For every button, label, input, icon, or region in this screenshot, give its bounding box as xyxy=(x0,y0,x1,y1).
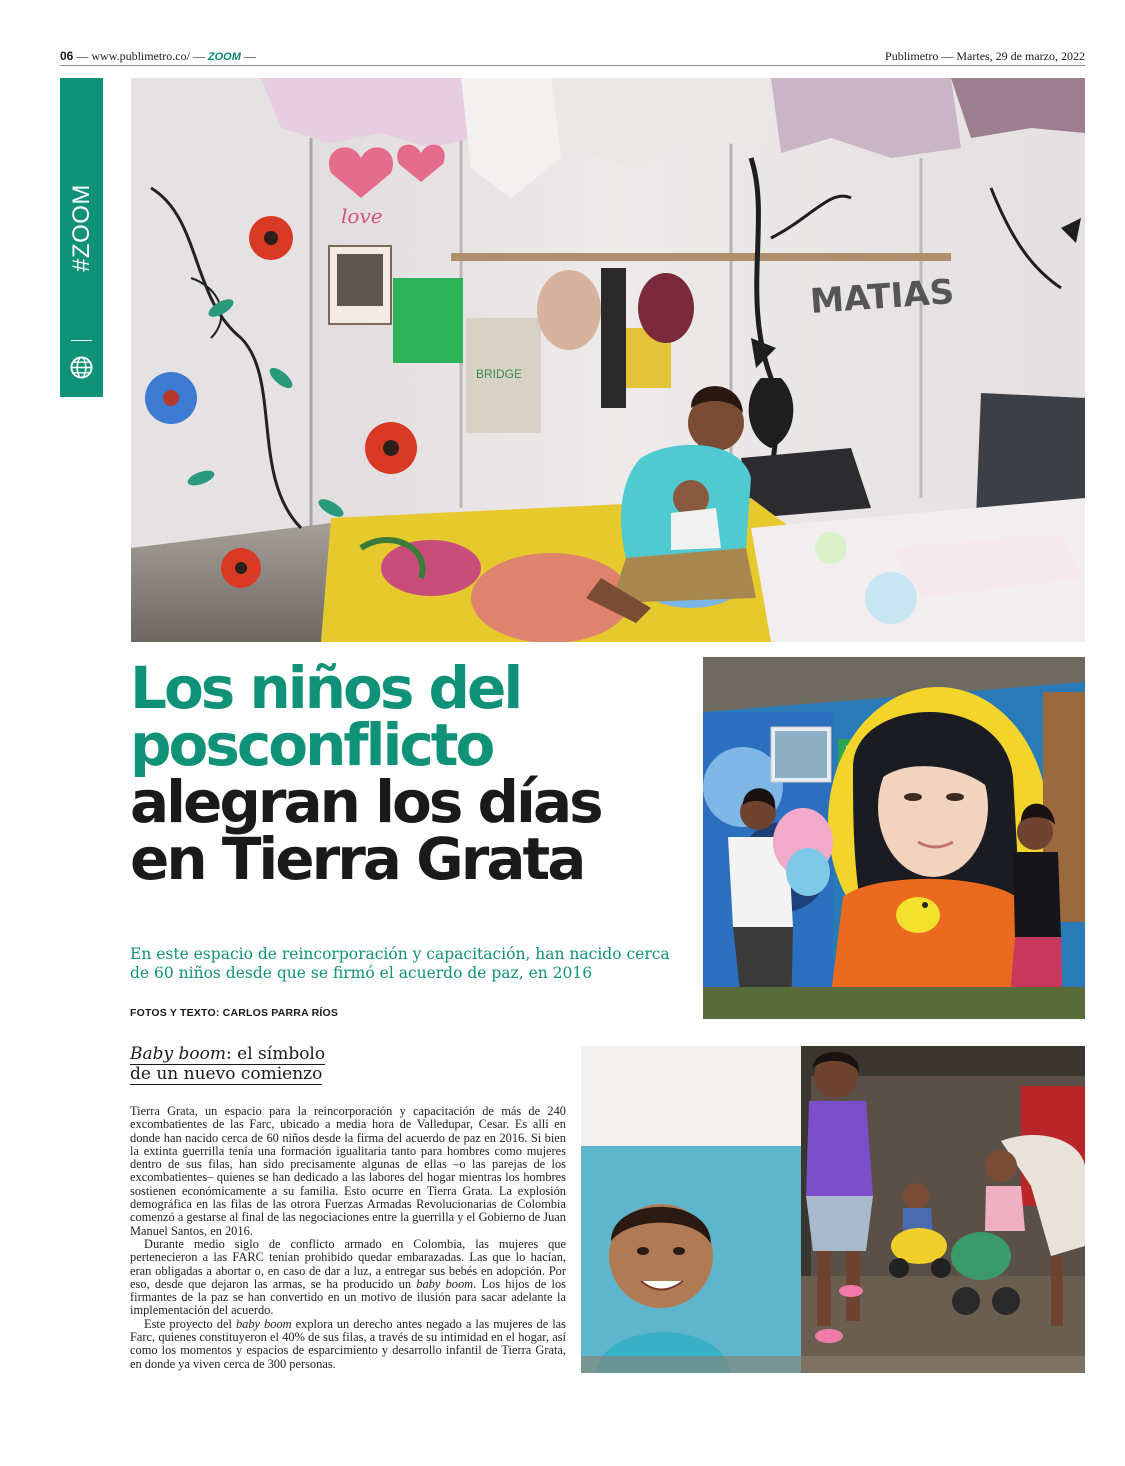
main-love-word: love xyxy=(341,204,383,228)
header-left: 06 — www.publimetro.co/ — ZOOM — xyxy=(60,49,256,63)
main-mural-word: MATIAS xyxy=(808,272,956,322)
main-photo-mother-baby xyxy=(131,78,1085,642)
mural-photo xyxy=(703,657,1085,1019)
headline-line-4: en Tierra Grata xyxy=(130,825,584,893)
globe-icon xyxy=(70,356,93,379)
section-title xyxy=(130,1045,570,1085)
site-url[interactable]: www.publimetro.co/ xyxy=(91,49,190,63)
section-title-line-1-rest: : el símbolo xyxy=(226,1044,326,1064)
section-tab-label: #ZOOM xyxy=(67,184,95,272)
section-title-line-1 xyxy=(130,1045,325,1065)
headline-line-1: Los niños del xyxy=(130,654,521,722)
main-bag-word: BRIDGE xyxy=(476,367,523,381)
headline-line-2: posconflicto xyxy=(130,711,493,779)
article-paragraph-3: Este proyecto del baby boom explora un derecho antes negado a las mujeres de las Farc, quienes constituyeron el 40% de sus filas, a través de su intimidad en el hogar, así como los momentos y espacios de esparcimiento y desarrollo infantil de Tierra Grata, en donde ya viven cerca de 300 personas. xyxy=(130,1316,566,1371)
headline-line-3: alegran los días xyxy=(130,768,601,836)
article-paragraph-2: Durante medio siglo de conflicto armado en Colombia, las mujeres que pertenecieron a las FARC tenían prohibido quedar embarazadas. Las que lo hacían, eran obligadas a abortar o, en caso de dar a luz, a entregar sus bebés en adopción. Por eso, desde que dejaron las armas, se ha producido un baby boom. Los hijos de los firmantes de la paz se han convertido en un motivo de ilusión para sacar adelante la implementación del acuerdo. xyxy=(130,1236,567,1318)
kids-photo xyxy=(581,1046,1085,1373)
section-title-italic: Baby boom xyxy=(130,1044,226,1064)
headline xyxy=(130,654,690,893)
section-tab-divider xyxy=(71,340,92,341)
article-body xyxy=(130,1105,566,1371)
page-number: 06 xyxy=(60,49,74,63)
article-paragraph-1: Tierra Grata, un espacio para la reincorporación y capacitación de más de 240 excombatientes de las Farc, ubicado a media hora de Valledupar, Cesar. Es allí en donde han nacido cerca de 60 niños desde la firma del acuerdo de paz en 2016. Si bien la extinta guerrilla tenía una formación igualitaria tanto para hombres como mujeres dentro de sus filas, han sido precisamente algunas de ellas –o las parejas de los excombatientes– quienes se han dedicado a las labores del hogar mientras los hombres sostienen económicamente a su familia. Esto ocurre en Tierra Grata. La explosión demográfica en las filas de las otrora Fuerzas Armadas Revolucionarias de Colombia comenzó a gestarse al final de las negociaciones entre la guerrilla y el Gobierno de Juan Manuel Santos, en 2016. xyxy=(130,1104,566,1238)
page-header xyxy=(60,48,1085,66)
photo-credit: FOTOS Y TEXTO: CARLOS PARRA RÍOS xyxy=(130,1007,339,1019)
section-tab xyxy=(60,78,103,397)
subhead: En este espacio de reincorporación y capacitación, han nacido cerca de 60 niños desde que se firmó el acuerdo de paz, en 2016 xyxy=(130,945,670,982)
section-name: ZOOM xyxy=(207,51,241,63)
section-title-line-2: de un nuevo comienzo xyxy=(130,1064,323,1084)
publication-date: Publimetro — Martes, 29 de marzo, 2022 xyxy=(885,49,1085,63)
